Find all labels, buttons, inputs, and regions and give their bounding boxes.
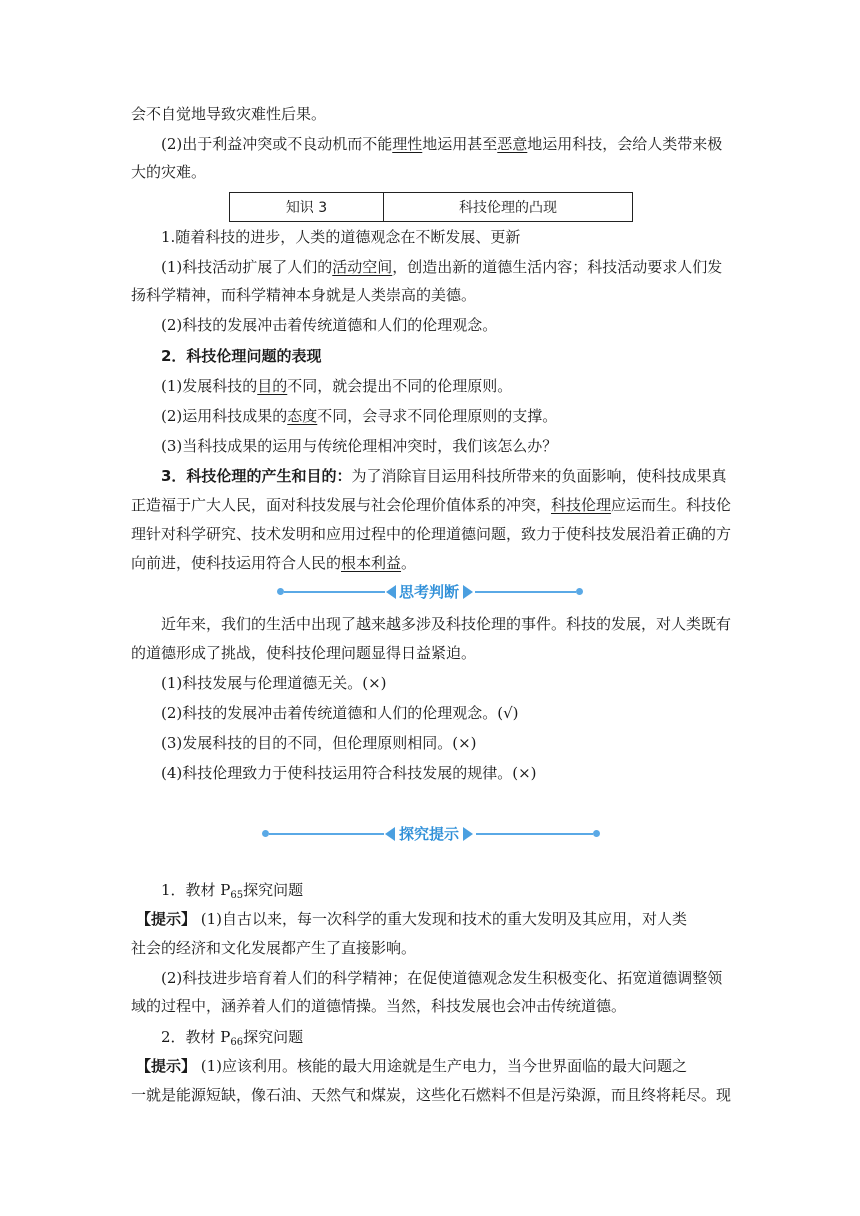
knowledge-table — [229, 192, 633, 222]
hint-label: 【提示】 — [136, 1057, 197, 1075]
text-run: 不同，会寻求不同伦理原则的支撑。 — [317, 407, 558, 425]
text-run: 不同，就会提出不同的伦理原则。 — [287, 377, 513, 395]
judgement-item: (3)发展科技的目的不同，但伦理原则相同。(×) — [161, 734, 477, 752]
paragraph-line — [161, 134, 731, 154]
text-run: (1)应该利用。核能的最大用途就是生产电力，当今世界面临的最大问题之 — [196, 1057, 688, 1075]
banner-title: 思考判断 — [399, 583, 460, 601]
triangle-right-icon — [463, 827, 473, 841]
question-heading — [161, 1027, 731, 1047]
paragraph-line — [161, 406, 731, 426]
paragraph-line: 一就是能源短缺，像石油、天然气和煤炭，这些化石燃料不但是污染源，而且终将耗尽。现 — [131, 1086, 732, 1104]
underlined-term: 目的 — [257, 377, 288, 395]
underlined-term: 理性 — [392, 135, 423, 153]
triangle-right-icon — [463, 585, 473, 599]
hint-label: 【提示】 — [136, 910, 197, 928]
dot-icon — [576, 588, 583, 595]
think-judge-banner — [0, 580, 860, 604]
underlined-term: 态度 — [287, 407, 318, 425]
text-run: ，创造出新的道德生活内容；科技活动要求人们发 — [392, 258, 723, 276]
judgement-item: (1)科技发展与伦理道德无关。(×) — [161, 674, 387, 692]
question-heading — [161, 880, 731, 900]
triangle-left-icon — [385, 827, 395, 841]
text-run: 1．教材 P — [161, 881, 231, 899]
triangle-left-icon — [386, 585, 396, 599]
underlined-term: 科技伦理 — [551, 496, 612, 514]
judgement-item: (4)科技伦理致力于使科技运用符合科技发展的规律。(×) — [161, 764, 537, 782]
knowledge-title: 科技伦理的凸现 — [459, 200, 557, 216]
paragraph-line — [136, 909, 736, 929]
paragraph-line — [131, 553, 731, 573]
divider — [475, 591, 576, 593]
section-heading: 3．科技伦理的产生和目的： — [161, 467, 352, 485]
paragraph-line: 大的灾难。 — [131, 163, 207, 181]
divider — [269, 833, 384, 835]
text-run: 2．教材 P — [161, 1028, 231, 1046]
text-run: 探究问题 — [243, 881, 304, 899]
paragraph-line: (2)科技的发展冲击着传统道德和人们的伦理观念。 — [161, 316, 498, 334]
paragraph-line: 会不自觉地导致灾难性后果。 — [131, 105, 327, 123]
page-subscript: 65 — [230, 890, 244, 901]
section-heading: 1.随着科技的进步，人类的道德观念在不断发展、更新 — [161, 228, 521, 246]
text-run: 地运用甚至 — [422, 135, 498, 153]
text-run: (1)科技活动扩展了人们的 — [161, 258, 333, 276]
text-run: (1)自古以来，每一次科学的重大发现和技术的重大发明及其应用，对人类 — [196, 910, 688, 928]
paragraph-line: 域的过程中，涵养着人们的道德情操。当然，科技发展也会冲击传统道德。 — [131, 997, 627, 1015]
underlined-term: 根本利益 — [341, 554, 402, 572]
dot-icon — [593, 830, 600, 837]
text-run: 应运而生。科技伦 — [611, 496, 732, 514]
section-heading: 2．科技伦理问题的表现 — [161, 347, 322, 365]
divider — [476, 833, 593, 835]
paragraph-line: 近年来，我们的生活中出现了越来越多涉及科技伦理的事件。科技的发展，对人类既有 — [161, 615, 732, 633]
text-run: 。 — [401, 554, 417, 572]
underlined-term: 恶意 — [497, 135, 528, 153]
text-run: (2)运用科技成果的 — [161, 407, 288, 425]
underlined-term: 活动空间 — [332, 258, 393, 276]
dot-icon — [262, 830, 269, 837]
paragraph-line — [161, 257, 731, 277]
paragraph-line: 扬科学精神，而科学精神本身就是人类崇高的美德。 — [131, 286, 477, 304]
divider — [284, 591, 385, 593]
page-subscript: 66 — [230, 1037, 244, 1048]
paragraph-line — [161, 466, 731, 486]
paragraph-line: 的道德形成了挑战，使科技伦理问题显得日益紧迫。 — [131, 644, 477, 662]
text-run: 地运用科技，会给人类带来极 — [527, 135, 723, 153]
text-run: (2)出于利益冲突或不良动机而不能 — [161, 135, 393, 153]
paragraph-line — [161, 376, 731, 396]
paragraph-line: 社会的经济和文化发展都产生了直接影响。 — [131, 939, 417, 957]
paragraph-line — [136, 1056, 736, 1076]
text-run: 向前进，使科技运用符合人民的 — [131, 554, 342, 572]
banner-title: 探究提示 — [399, 825, 460, 843]
paragraph-line: (2)科技进步培育着人们的科学精神；在促使道德观念发生积极变化、拓宽道德调整领 — [161, 969, 723, 987]
text-run: 正造福于广大人民，面对科技发展与社会伦理价值体系的冲突， — [131, 496, 552, 514]
text-run: (1)发展科技的 — [161, 377, 258, 395]
knowledge-number: 知识 3 — [230, 193, 384, 221]
paragraph-line: (3)当科技成果的运用与传统伦理相冲突时，我们该怎么办？ — [161, 437, 558, 455]
judgement-item: (2)科技的发展冲击着传统道德和人们的伦理观念。(√) — [161, 704, 519, 722]
explore-hint-banner — [0, 822, 860, 846]
paragraph-line — [131, 495, 731, 515]
dot-icon — [277, 588, 284, 595]
paragraph-line: 理针对科学研究、技术发明和应用过程中的伦理道德问题，致力于使科技发展沿着正确的方 — [131, 525, 732, 543]
text-run: 探究问题 — [243, 1028, 304, 1046]
text-run: 为了消除盲目运用科技所带来的负面影响，使科技成果真 — [351, 467, 727, 485]
